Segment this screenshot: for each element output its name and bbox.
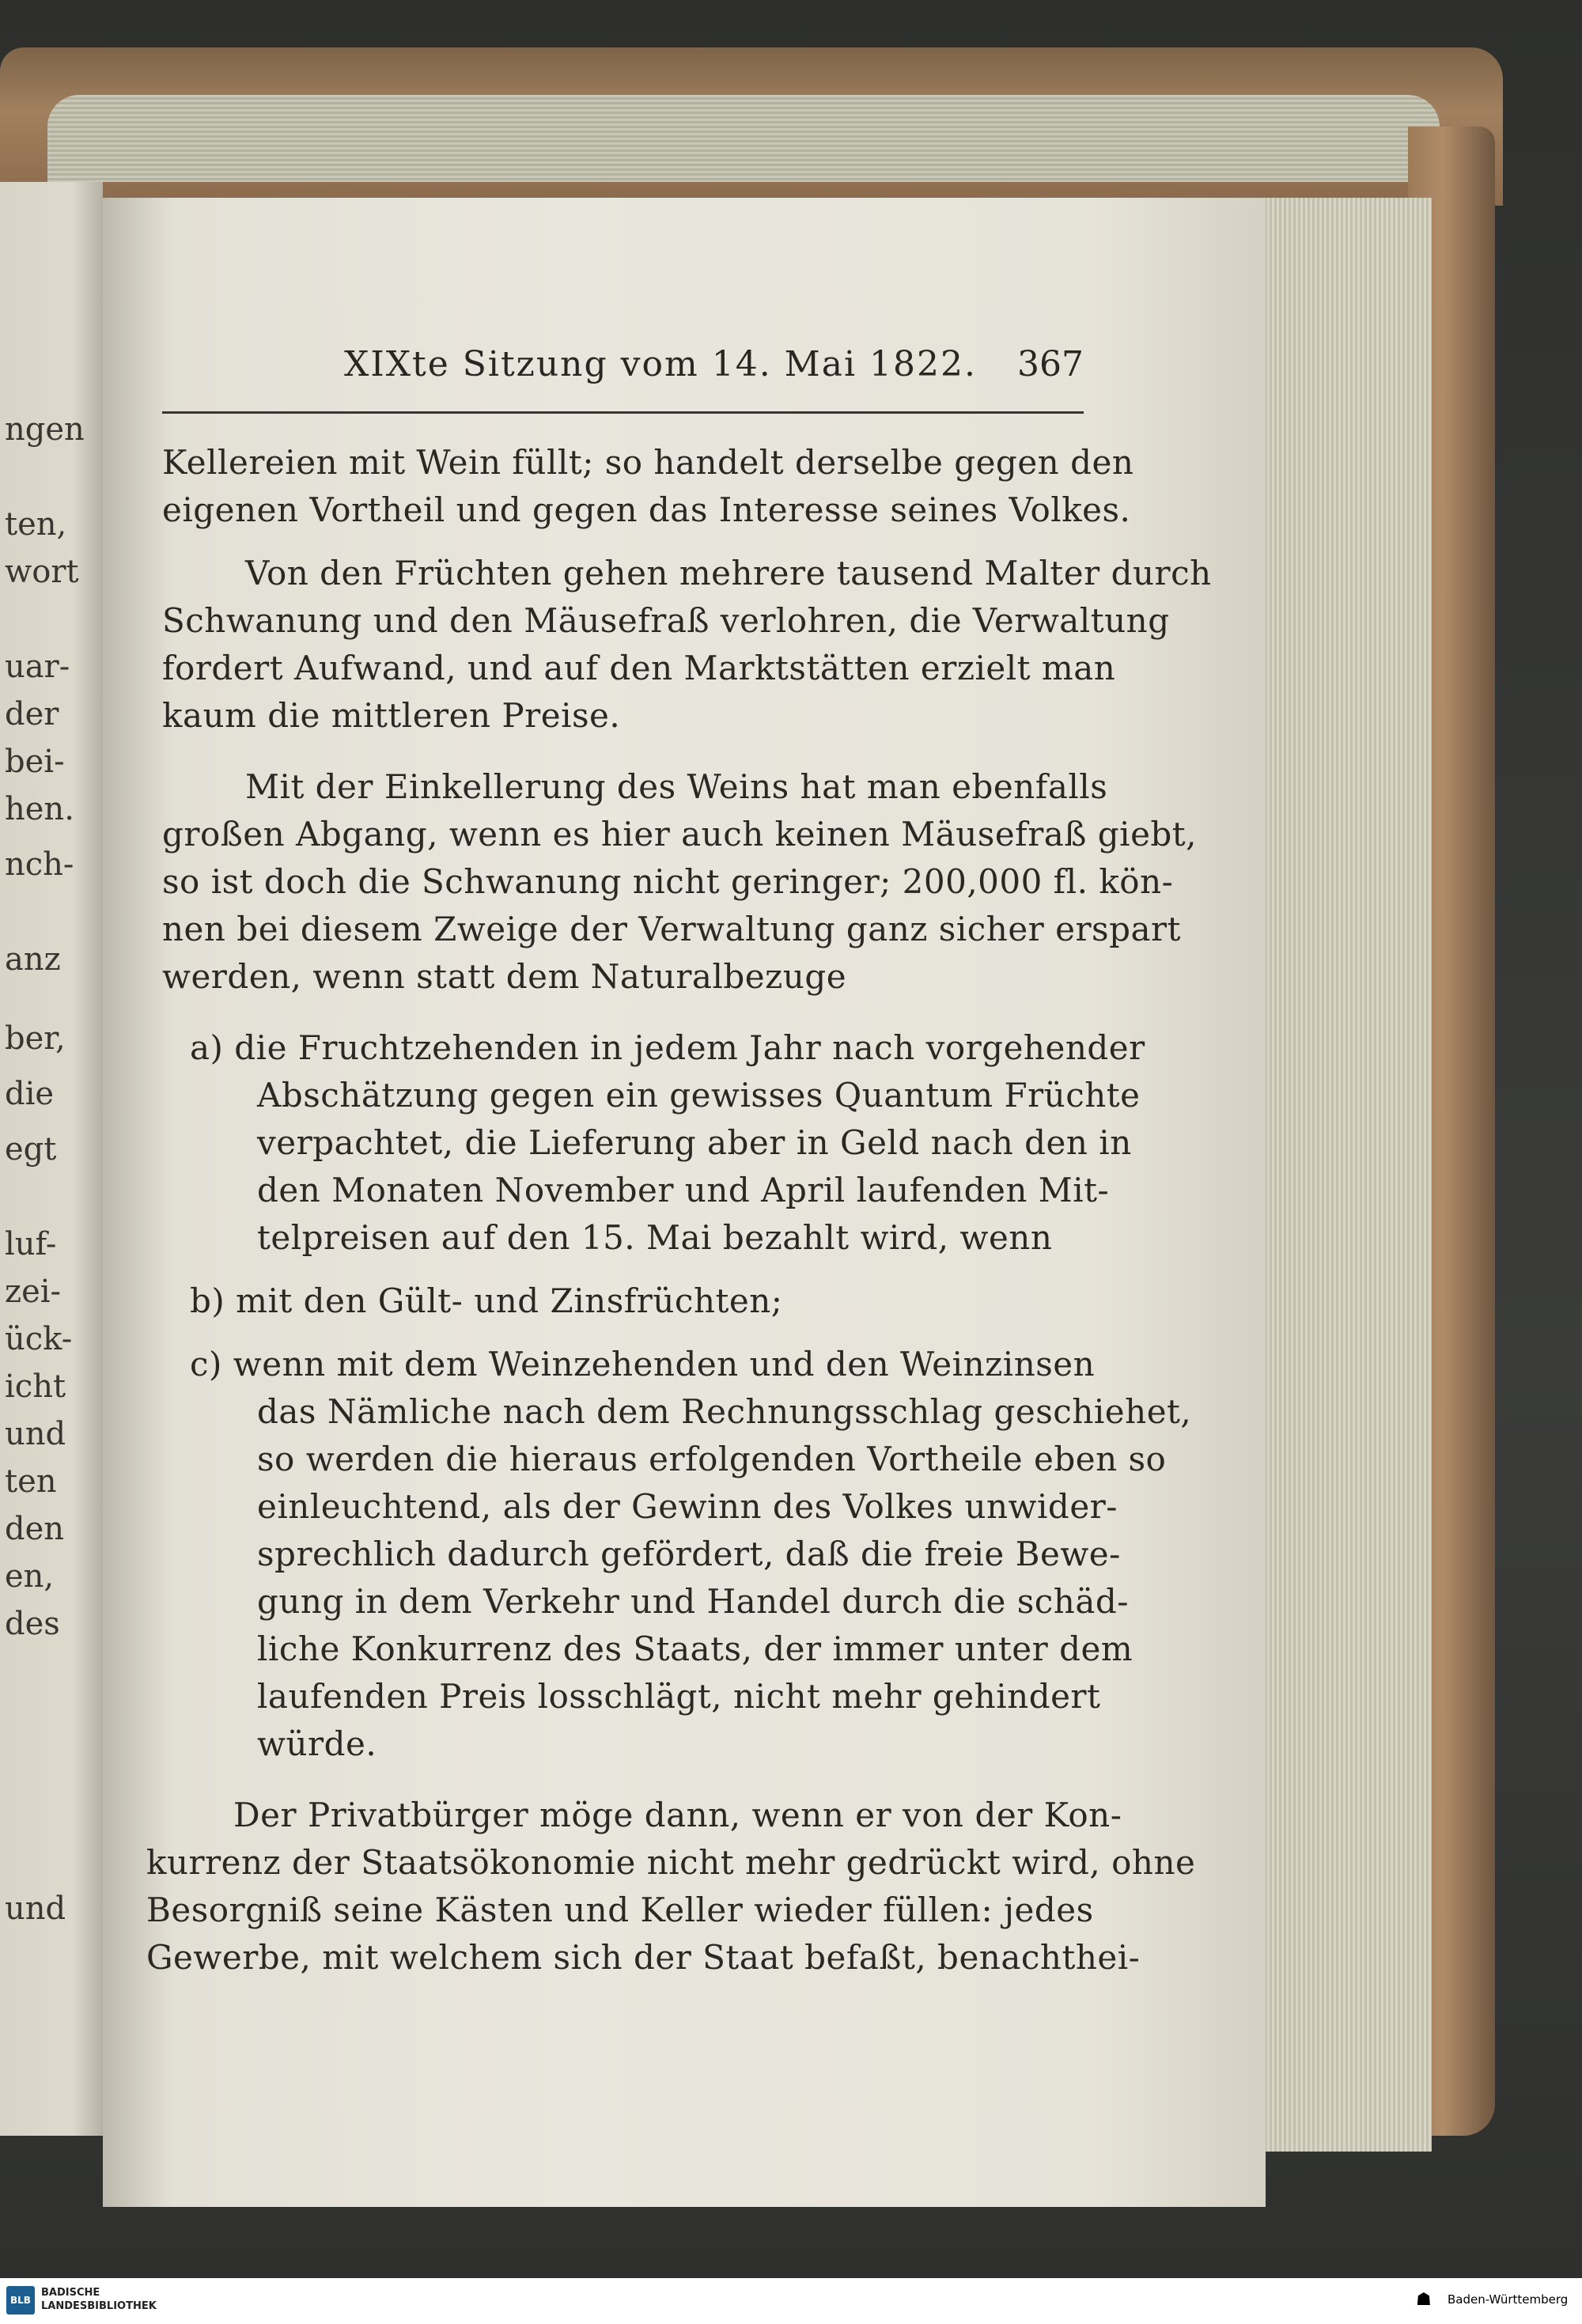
left-fragment: hen.	[5, 791, 74, 827]
left-fragment: die	[5, 1076, 55, 1112]
left-fragment: bei-	[5, 744, 65, 780]
text-line: liche Konkurrenz des Staats, der immer unter dem	[257, 1629, 1134, 1668]
left-fragment: ten	[5, 1463, 57, 1500]
text-line: so werden die hieraus erfolgenden Vortheile eben so	[257, 1440, 1167, 1478]
page-edges-top	[47, 95, 1440, 182]
left-fragment: ten,	[5, 506, 67, 543]
text-line: laufenden Preis losschlägt, nicht mehr gehindert	[257, 1677, 1101, 1716]
left-fragment: den	[5, 1511, 65, 1547]
previous-page-sliver	[0, 182, 103, 2136]
text-line: den Monaten November und April laufenden Mit-	[257, 1171, 1110, 1209]
left-fragment: des	[5, 1606, 60, 1642]
left-fragment: ber,	[5, 1020, 66, 1057]
left-fragment: und	[5, 1891, 66, 1927]
text-line: gung in dem Verkehr und Handel durch die schäd-	[257, 1582, 1129, 1621]
library-name-line2: LANDESBIBLIOTHEK	[41, 2300, 157, 2312]
text-line: würde.	[257, 1724, 377, 1763]
text-line: kurrenz der Staatsökonomie nicht mehr gedrückt wird, ohne	[146, 1843, 1196, 1882]
left-fragment: wort	[5, 554, 79, 590]
left-fragment: der	[5, 696, 59, 732]
running-header	[241, 344, 1084, 392]
left-fragment: icht	[5, 1368, 66, 1405]
text-line: eigenen Vortheil und gegen das Interesse seines Volkes.	[162, 490, 1131, 529]
text-line: sprechlich dadurch gefördert, daß die freie Bewe-	[257, 1535, 1121, 1573]
left-fragment: ück-	[5, 1321, 73, 1357]
left-fragment: und	[5, 1416, 66, 1452]
text-line: das Nämliche nach dem Rechnungsschlag geschiehet,	[257, 1392, 1192, 1431]
text-line: Gewerbe, mit welchem sich der Staat befaßt, benachthei-	[146, 1938, 1141, 1977]
text-line: so ist doch die Schwanung nicht geringer; 200,000 fl. kön-	[162, 862, 1174, 901]
left-fragment: en,	[5, 1558, 55, 1595]
left-fragment: anz	[5, 941, 61, 978]
text-line: einleuchtend, als der Gewinn des Volkes unwider-	[257, 1487, 1118, 1526]
text-line: verpachtet, die Lieferung aber in Geld nach den in	[257, 1123, 1132, 1162]
running-head-title: XIXte Sitzung vom 14. Mai 1822.	[344, 344, 977, 384]
text-line: Mit der Einkellerung des Weins hat man ebenfalls	[245, 767, 1108, 806]
library-name-line1: BADISCHE	[41, 2287, 100, 2299]
list-item-a: a) die Fruchtzehenden in jedem Jahr nach vorgehender	[190, 1028, 1145, 1067]
blb-logo-icon: BLB	[6, 2286, 35, 2315]
text-line: Kellereien mit Wein füllt; so handelt derselbe gegen den	[162, 443, 1134, 482]
text-line: Besorgniß seine Kästen und Keller wieder füllen: jedes	[146, 1891, 1094, 1929]
list-item-b: b) mit den Gült- und Zinsfrüchten;	[190, 1281, 783, 1320]
text-line: werden, wenn statt dem Naturalbezuge	[162, 957, 847, 996]
left-fragment: nch-	[5, 846, 74, 883]
text-line: kaum die mittleren Preise.	[162, 696, 621, 735]
left-fragment: luf-	[5, 1226, 57, 1262]
text-line: Abschätzung gegen ein gewisses Quantum Früchte	[257, 1076, 1141, 1115]
left-fragment: uar-	[5, 649, 70, 685]
text-line: Schwanung und den Mäusefraß verlohren, die Verwaltung	[162, 601, 1170, 640]
header-rule	[162, 411, 1084, 414]
viewer-footer	[0, 2278, 1582, 2324]
state-name: Baden-Württemberg	[1448, 2292, 1569, 2307]
left-fragment: egt	[5, 1131, 57, 1168]
page-stack-right	[1258, 198, 1432, 2152]
page-number: 367	[1017, 344, 1084, 384]
text-line: fordert Aufwand, und auf den Marktstätten erzielt man	[162, 649, 1116, 687]
list-item-c: c) wenn mit dem Weinzehenden und den Weinzinsen	[190, 1345, 1096, 1383]
text-line: nen bei diesem Zweige der Verwaltung ganz sicher erspart	[162, 910, 1181, 948]
text-line: telpreisen auf den 15. Mai bezahlt wird, wenn	[257, 1218, 1053, 1257]
baden-wuerttemberg-icon: ☗	[1416, 2290, 1432, 2310]
text-line: Der Privatbürger möge dann, wenn er von der Kon-	[233, 1796, 1122, 1834]
left-fragment: zei-	[5, 1274, 62, 1310]
text-line: großen Abgang, wenn es hier auch keinen Mäusefraß giebt,	[162, 815, 1198, 854]
left-fragment: ngen	[5, 411, 85, 448]
text-line: Von den Früchten gehen mehrere tausend Malter durch	[245, 554, 1212, 592]
